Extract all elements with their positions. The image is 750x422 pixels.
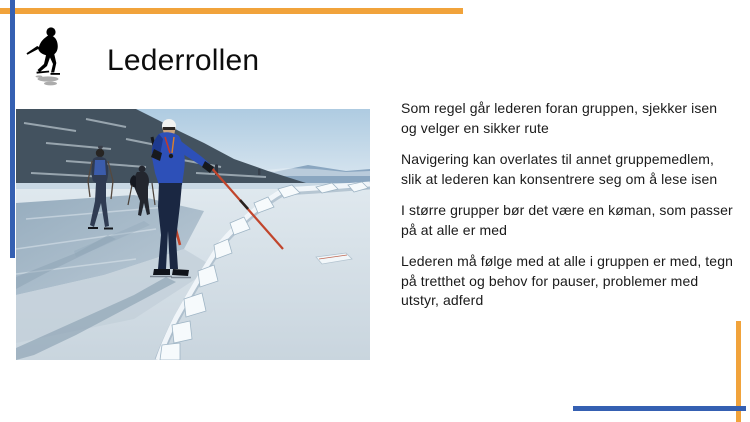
- top-accent-bar: [0, 8, 463, 14]
- bullet-paragraph-4: Lederen må følge med at alle i gruppen er med, tegn på tretthet og behov for pauser, problemer med utstyr, adferd: [401, 253, 733, 308]
- left-accent-bar: [10, 0, 15, 258]
- bottom-accent-line: [573, 406, 746, 411]
- body-text: [401, 99, 735, 323]
- lake-skating-photo: [16, 109, 370, 360]
- skater-icon: [24, 26, 74, 88]
- page-title: Lederrollen: [107, 44, 260, 77]
- bullet-paragraph-1: Som regel går lederen foran gruppen, sjekker isen og velger en sikker rute: [401, 100, 718, 136]
- bullet-paragraph-2: Navigering kan overlates til annet gruppemedlem, slik at lederen kan konsentrere seg om å lese isen: [401, 151, 718, 187]
- bullet-paragraph-3: I større grupper bør det være en køman, som passer på at alle er med: [401, 202, 733, 238]
